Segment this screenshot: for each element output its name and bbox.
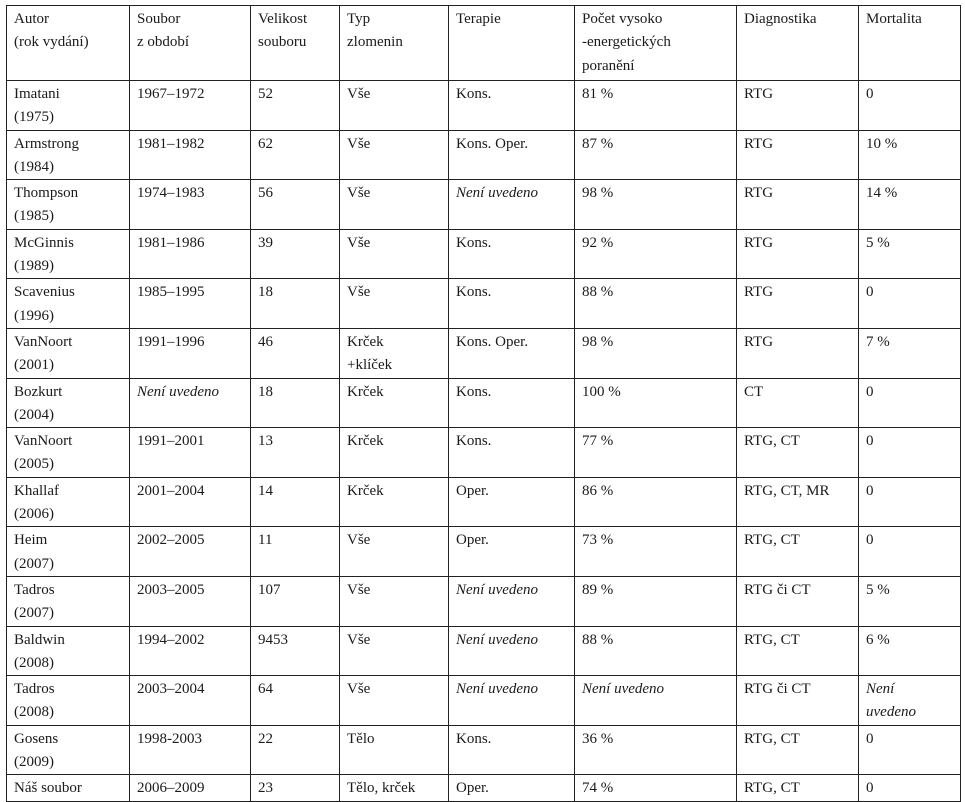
column-header-mortality: Mortalita (859, 6, 961, 81)
cell-period: 2001–2004 (130, 477, 251, 527)
cell-diagnostics: RTG, CT, MR (737, 477, 859, 527)
cell-fracture-type: Vše (340, 229, 449, 279)
cell-high-energy-injuries: 77 % (575, 428, 737, 478)
cell-author: Scavenius (1996) (7, 279, 130, 329)
cell-high-energy-injuries: 92 % (575, 229, 737, 279)
cell-fracture-type: Vše (340, 279, 449, 329)
cell-diagnostics: RTG (737, 130, 859, 180)
cell-period: 1981–1982 (130, 130, 251, 180)
cell-author: Tadros (2007) (7, 576, 130, 626)
cell-mortality: 0 (859, 81, 961, 131)
header-row (7, 6, 961, 81)
cell-author: McGinnis (1989) (7, 229, 130, 279)
cell-fracture-type: Krček (340, 477, 449, 527)
cell-high-energy-injuries: 98 % (575, 328, 737, 378)
cell-size: 46 (251, 328, 340, 378)
cell-size: 52 (251, 81, 340, 131)
cell-therapy: Kons. (449, 725, 575, 775)
cell-author: VanNoort (2001) (7, 328, 130, 378)
cell-period: 1991–2001 (130, 428, 251, 478)
column-header-fracture-type: Typ zlomenin (340, 6, 449, 81)
cell-mortality: 0 (859, 279, 961, 329)
cell-high-energy-injuries: 81 % (575, 81, 737, 131)
table-row (7, 279, 961, 329)
cell-fracture-type: Vše (340, 180, 449, 230)
cell-therapy: Kons. Oper. (449, 328, 575, 378)
cell-fracture-type: Tělo, krček (340, 775, 449, 801)
cell-period: 2002–2005 (130, 527, 251, 577)
cell-mortality: 14 % (859, 180, 961, 230)
cell-diagnostics: RTG (737, 180, 859, 230)
cell-size: 62 (251, 130, 340, 180)
cell-period: 1994–2002 (130, 626, 251, 676)
cell-mortality: 0 (859, 775, 961, 801)
table-row (7, 229, 961, 279)
studies-table (6, 5, 961, 802)
cell-author: Baldwin (2008) (7, 626, 130, 676)
cell-high-energy-injuries: 73 % (575, 527, 737, 577)
cell-period: 1967–1972 (130, 81, 251, 131)
cell-period: 1998-2003 (130, 725, 251, 775)
cell-mortality: 10 % (859, 130, 961, 180)
table-body (7, 81, 961, 802)
cell-mortality: 5 % (859, 229, 961, 279)
cell-therapy: Není uvedeno (449, 576, 575, 626)
table-row (7, 626, 961, 676)
column-header-author: Autor (rok vydání) (7, 6, 130, 81)
cell-fracture-type: Vše (340, 576, 449, 626)
cell-therapy: Kons. (449, 279, 575, 329)
cell-diagnostics: RTG (737, 81, 859, 131)
column-header-therapy: Terapie (449, 6, 575, 81)
cell-fracture-type: Krček +klíček (340, 328, 449, 378)
cell-therapy: Kons. Oper. (449, 130, 575, 180)
cell-fracture-type: Vše (340, 81, 449, 131)
table-row (7, 775, 961, 801)
table-row (7, 676, 961, 726)
column-header-diagnostics: Diagnostika (737, 6, 859, 81)
cell-period: 1985–1995 (130, 279, 251, 329)
cell-diagnostics: RTG (737, 229, 859, 279)
cell-size: 56 (251, 180, 340, 230)
cell-fracture-type: Vše (340, 676, 449, 726)
cell-author: VanNoort (2005) (7, 428, 130, 478)
table-row (7, 81, 961, 131)
cell-size: 23 (251, 775, 340, 801)
cell-period: 2006–2009 (130, 775, 251, 801)
cell-diagnostics: CT (737, 378, 859, 428)
cell-mortality: 7 % (859, 328, 961, 378)
cell-period: 1991–1996 (130, 328, 251, 378)
cell-diagnostics: RTG, CT (737, 527, 859, 577)
cell-high-energy-injuries: 98 % (575, 180, 737, 230)
cell-high-energy-injuries: 86 % (575, 477, 737, 527)
table-row (7, 477, 961, 527)
cell-mortality: 0 (859, 428, 961, 478)
cell-therapy: Není uvedeno (449, 626, 575, 676)
document-page (6, 5, 960, 795)
cell-therapy: Kons. (449, 81, 575, 131)
cell-therapy: Kons. (449, 378, 575, 428)
table-row (7, 725, 961, 775)
cell-size: 107 (251, 576, 340, 626)
table-row (7, 328, 961, 378)
cell-diagnostics: RTG či CT (737, 576, 859, 626)
cell-size: 14 (251, 477, 340, 527)
cell-author: Armstrong (1984) (7, 130, 130, 180)
cell-diagnostics: RTG (737, 279, 859, 329)
cell-fracture-type: Tělo (340, 725, 449, 775)
cell-high-energy-injuries: Není uvedeno (575, 676, 737, 726)
cell-high-energy-injuries: 100 % (575, 378, 737, 428)
cell-author: Bozkurt (2004) (7, 378, 130, 428)
cell-therapy: Oper. (449, 527, 575, 577)
cell-therapy: Kons. (449, 229, 575, 279)
cell-fracture-type: Vše (340, 527, 449, 577)
cell-size: 64 (251, 676, 340, 726)
cell-fracture-type: Vše (340, 130, 449, 180)
cell-high-energy-injuries: 36 % (575, 725, 737, 775)
cell-fracture-type: Krček (340, 378, 449, 428)
cell-therapy: Není uvedeno (449, 676, 575, 726)
cell-size: 22 (251, 725, 340, 775)
cell-period: 2003–2004 (130, 676, 251, 726)
cell-size: 13 (251, 428, 340, 478)
cell-author: Imatani (1975) (7, 81, 130, 131)
cell-mortality: 0 (859, 527, 961, 577)
cell-author: Heim (2007) (7, 527, 130, 577)
column-header-high-energy-injuries: Počet vysoko -energetických poranění (575, 6, 737, 81)
cell-mortality: 6 % (859, 626, 961, 676)
cell-diagnostics: RTG (737, 328, 859, 378)
cell-author: Náš soubor (7, 775, 130, 801)
cell-therapy: Oper. (449, 775, 575, 801)
cell-size: 39 (251, 229, 340, 279)
cell-diagnostics: RTG, CT (737, 725, 859, 775)
cell-period: 1981–1986 (130, 229, 251, 279)
cell-author: Gosens (2009) (7, 725, 130, 775)
cell-period: Není uvedeno (130, 378, 251, 428)
cell-diagnostics: RTG či CT (737, 676, 859, 726)
cell-period: 2003–2005 (130, 576, 251, 626)
table-row (7, 130, 961, 180)
cell-mortality: Není uvedeno (859, 676, 961, 726)
cell-period: 1974–1983 (130, 180, 251, 230)
cell-author: Tadros (2008) (7, 676, 130, 726)
cell-therapy: Není uvedeno (449, 180, 575, 230)
cell-mortality: 0 (859, 477, 961, 527)
table-row (7, 378, 961, 428)
cell-therapy: Oper. (449, 477, 575, 527)
cell-diagnostics: RTG, CT (737, 428, 859, 478)
table-row (7, 576, 961, 626)
table-row (7, 180, 961, 230)
cell-fracture-type: Vše (340, 626, 449, 676)
cell-mortality: 0 (859, 378, 961, 428)
cell-author: Khallaf (2006) (7, 477, 130, 527)
cell-size: 18 (251, 378, 340, 428)
cell-high-energy-injuries: 88 % (575, 626, 737, 676)
cell-size: 18 (251, 279, 340, 329)
cell-mortality: 0 (859, 725, 961, 775)
cell-mortality: 5 % (859, 576, 961, 626)
column-header-size: Velikost souboru (251, 6, 340, 81)
cell-high-energy-injuries: 88 % (575, 279, 737, 329)
cell-diagnostics: RTG, CT (737, 626, 859, 676)
cell-fracture-type: Krček (340, 428, 449, 478)
table-row (7, 527, 961, 577)
column-header-period: Soubor z období (130, 6, 251, 81)
cell-therapy: Kons. (449, 428, 575, 478)
cell-size: 11 (251, 527, 340, 577)
cell-high-energy-injuries: 74 % (575, 775, 737, 801)
cell-high-energy-injuries: 89 % (575, 576, 737, 626)
cell-high-energy-injuries: 87 % (575, 130, 737, 180)
table-row (7, 428, 961, 478)
cell-size: 9453 (251, 626, 340, 676)
cell-diagnostics: RTG, CT (737, 775, 859, 801)
cell-author: Thompson (1985) (7, 180, 130, 230)
